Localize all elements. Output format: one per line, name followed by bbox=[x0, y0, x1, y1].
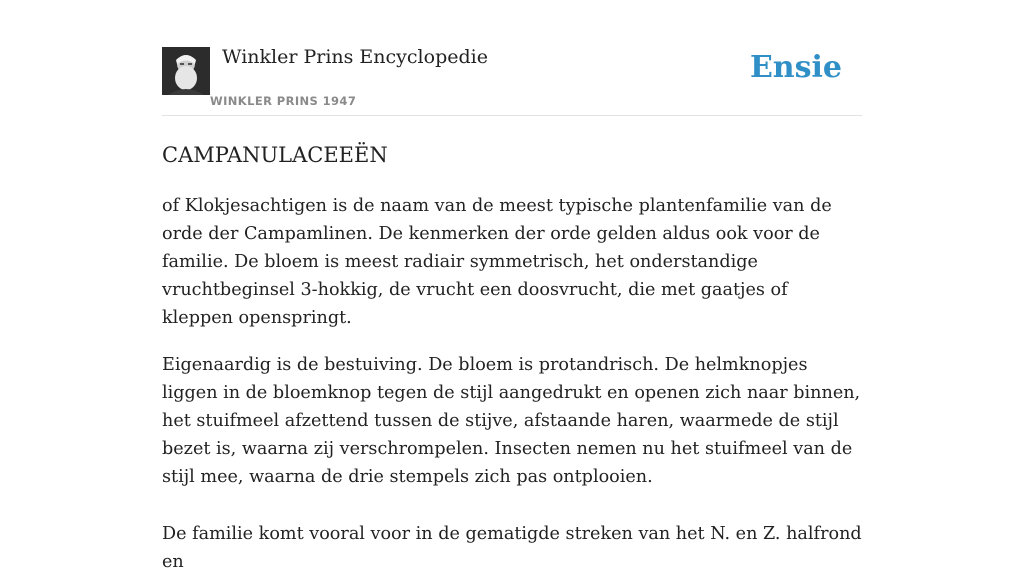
source-edition: WINKLER PRINS 1947 bbox=[210, 94, 357, 108]
ensie-logo-link[interactable]: Ensie bbox=[749, 50, 842, 85]
article-body bbox=[162, 140, 862, 576]
article-title: CAMPANULACEEËN bbox=[162, 143, 388, 167]
source-title[interactable]: Winkler Prins Encyclopedie bbox=[222, 46, 488, 68]
source-header bbox=[162, 0, 862, 116]
article-paragraph: De familie komt vooral voor in de gematigde streken van het N. en Z. halfrond en bbox=[162, 524, 862, 572]
article-paragraph: Eigenaardig is de bestuiving. De bloem is protandrisch. De helmknopjes liggen in de bloemknop tegen de stijl aangedrukt en openen zich naar binnen, het stuifmeel afzettend tussen de stijve, afstaande haren, waarmede de stijl bezet is, waarna zij verschrompelen. Insecten nemen nu het stuifmeel van de stijl mee, waarna de drie stempels zich pas ontplooien. bbox=[162, 355, 861, 487]
portrait-avatar-icon[interactable] bbox=[162, 47, 210, 95]
article-paragraph: of Klokjesachtigen is de naam van de meest typische plantenfamilie van de orde der Campamlinen. De kenmerken der orde gelden aldus ook voor de familie. De bloem is meest radiair symmetrisch, het onderstandige vruchtbeginsel 3-hokkig, de vrucht een doosvrucht, die met gaatjes of kleppen openspringt. bbox=[162, 196, 832, 328]
